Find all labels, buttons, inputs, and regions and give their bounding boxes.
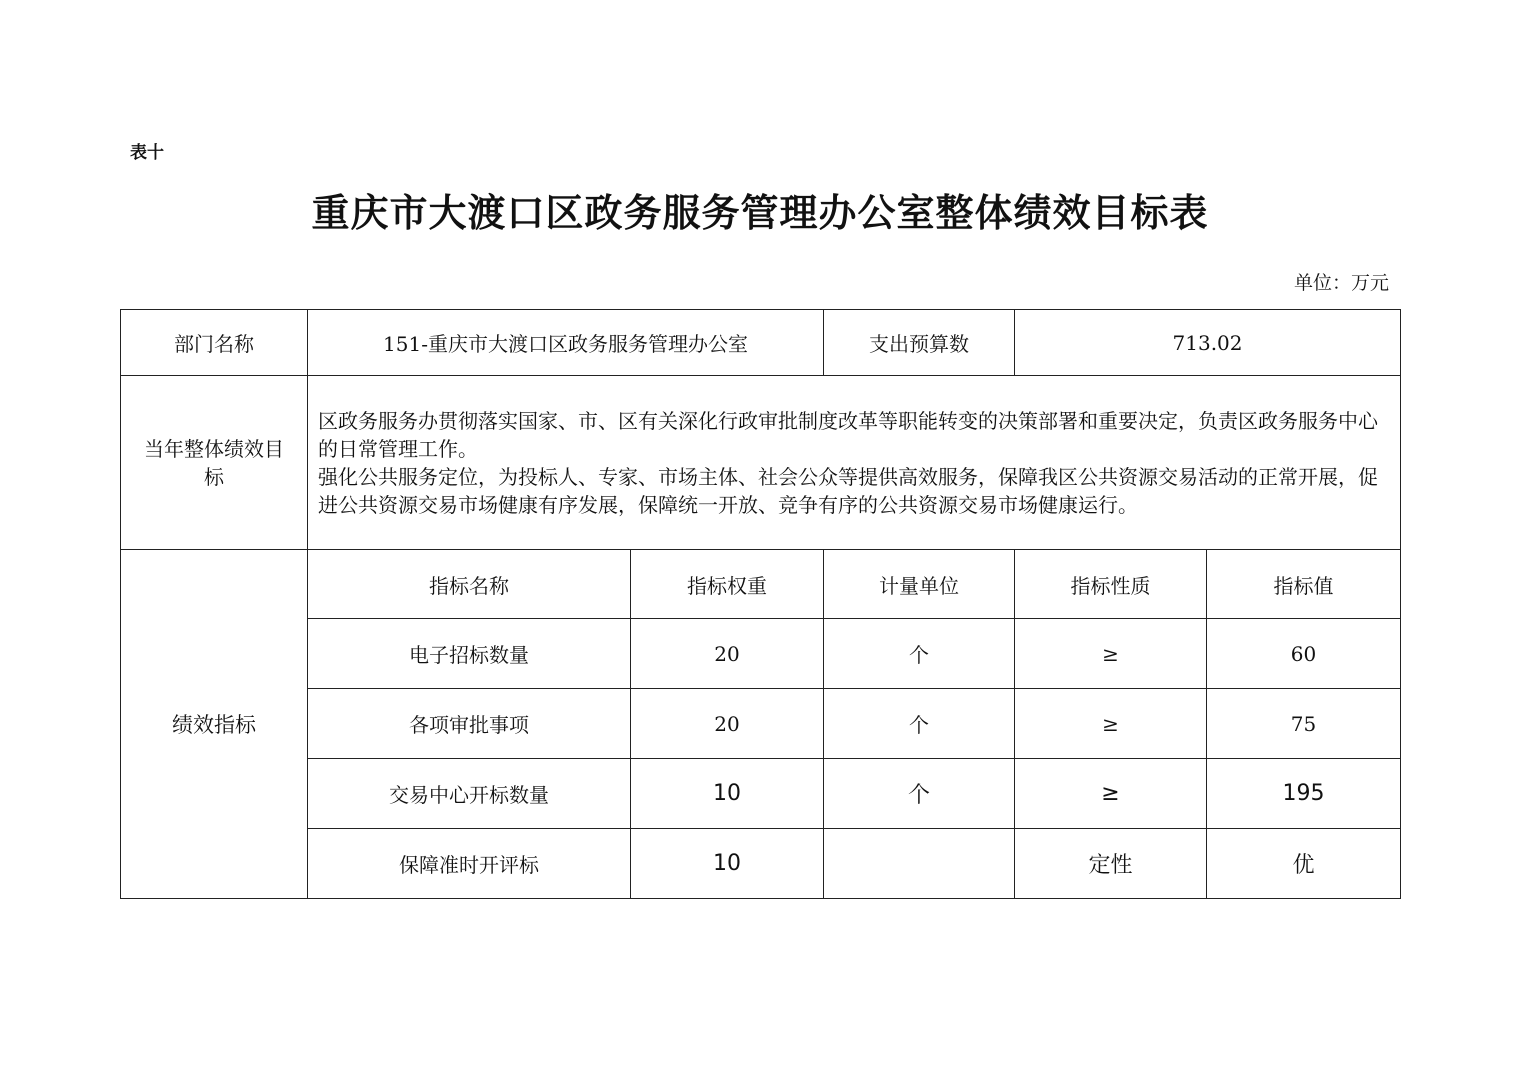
indicator-weight: 10 — [631, 759, 824, 829]
indicator-name: 电子招标数量 — [308, 619, 631, 689]
header-measure-unit: 计量单位 — [824, 550, 1015, 619]
table-row — [121, 619, 1401, 689]
indicator-unit: 个 — [824, 689, 1015, 759]
indicator-weight: 20 — [631, 689, 824, 759]
indicator-section-label: 绩效指标 — [121, 550, 308, 899]
indicator-name: 交易中心开标数量 — [308, 759, 631, 829]
indicator-nature: ≥ — [1015, 759, 1207, 829]
indicator-header-row — [121, 550, 1401, 619]
indicator-unit: 个 — [824, 619, 1015, 689]
table-row — [121, 829, 1401, 899]
table-number-label: 表十 — [130, 143, 164, 163]
goal-row — [121, 376, 1401, 550]
indicator-name: 各项审批事项 — [308, 689, 631, 759]
indicator-unit: 个 — [824, 759, 1015, 829]
header-indicator-nature: 指标性质 — [1015, 550, 1207, 619]
header-indicator-weight: 指标权重 — [631, 550, 824, 619]
summary-row — [121, 310, 1401, 376]
budget-value: 713.02 — [1015, 310, 1401, 376]
goal-label: 当年整体绩效目标 — [121, 376, 308, 550]
header-indicator-name: 指标名称 — [308, 550, 631, 619]
page-title: 重庆市大渡口区政务服务管理办公室整体绩效目标表 — [311, 190, 1209, 235]
goal-paragraph-2: 强化公共服务定位，为投标人、专家、市场主体、社会公众等提供高效服务，保障我区公共资源交易活动的正常开展，促进公共资源交易市场健康有序发展，保障统一开放、竞争有序的公共资源交易市场健康运行。 — [318, 464, 1378, 517]
unit-label: 单位：万元 — [1293, 272, 1389, 294]
budget-label: 支出预算数 — [824, 310, 1015, 376]
indicator-unit — [824, 829, 1015, 899]
indicator-value: 75 — [1207, 689, 1401, 759]
indicator-value: 优 — [1207, 829, 1401, 899]
dept-name-value: 151-重庆市大渡口区政务服务管理办公室 — [308, 310, 824, 376]
performance-target-table — [120, 309, 1401, 899]
dept-name-label: 部门名称 — [121, 310, 308, 376]
table-row — [121, 689, 1401, 759]
indicator-value: 60 — [1207, 619, 1401, 689]
header-indicator-value: 指标值 — [1207, 550, 1401, 619]
indicator-nature: 定性 — [1015, 829, 1207, 899]
indicator-nature: ≥ — [1015, 619, 1207, 689]
goal-text — [308, 376, 1401, 550]
indicator-weight: 10 — [631, 829, 824, 899]
indicator-nature: ≥ — [1015, 689, 1207, 759]
goal-paragraph-1: 区政务服务办贯彻落实国家、市、区有关深化行政审批制度改革等职能转变的决策部署和重要决定，负责区政务服务中心的日常管理工作。 — [318, 408, 1378, 461]
indicator-weight: 20 — [631, 619, 824, 689]
indicator-name: 保障准时开评标 — [308, 829, 631, 899]
indicator-value: 195 — [1207, 759, 1401, 829]
table-row — [121, 759, 1401, 829]
